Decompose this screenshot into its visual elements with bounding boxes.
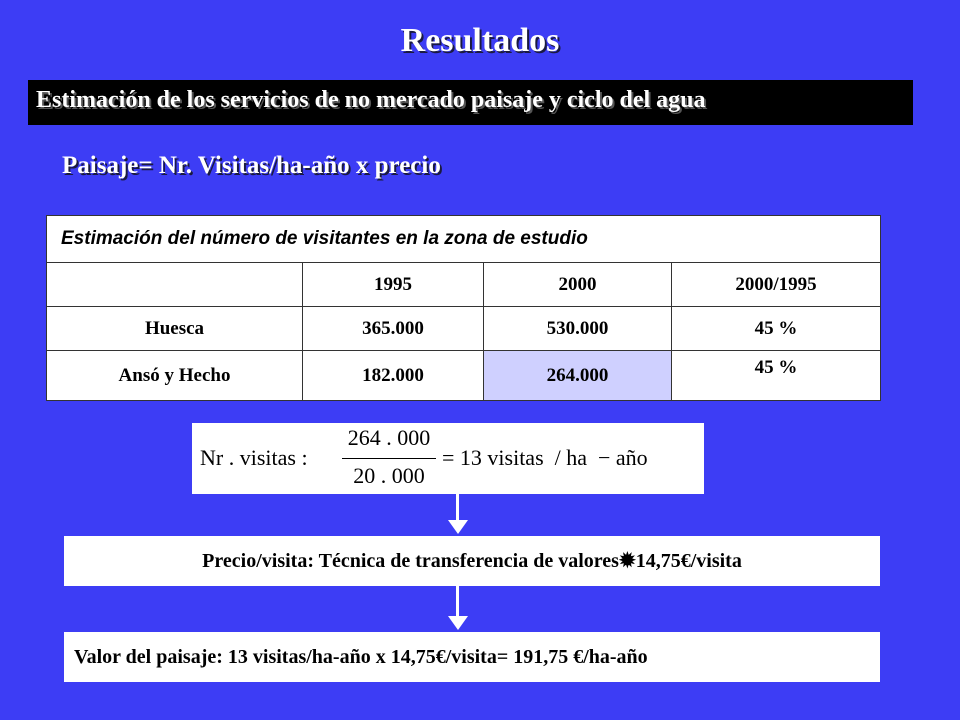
cell-ratio: 45 % xyxy=(672,307,881,351)
gear-bullet-icon: ✹ xyxy=(618,550,636,572)
arrow-shaft xyxy=(456,586,459,616)
equation-numerator: 264 . 000 xyxy=(347,425,431,450)
header-cell-1995: 1995 xyxy=(303,263,484,307)
cell-ratio: 45 % xyxy=(672,351,881,401)
header-cell-empty xyxy=(47,263,303,307)
table-header-row xyxy=(47,263,881,307)
formula-heading: Paisaje= Nr. Visitas/ha-año x precio xyxy=(62,152,441,179)
arrow-down-icon xyxy=(448,616,468,630)
price-value: 14,75€/visita xyxy=(635,550,742,572)
table-caption: Estimación del número de visitantes en la zona de estudio xyxy=(47,216,881,263)
equation-rhs: = 13 visitas / ha − año xyxy=(442,445,648,470)
price-box xyxy=(64,536,880,586)
table-caption-row xyxy=(47,216,881,263)
slide-title: Resultados xyxy=(400,22,560,59)
equation-lhs: Nr . visitas : xyxy=(200,445,308,470)
row-label: Huesca xyxy=(47,307,303,351)
table-row xyxy=(47,351,881,401)
equation-denominator: 20 . 000 xyxy=(353,463,425,488)
cell-1995: 182.000 xyxy=(303,351,484,401)
section-banner xyxy=(28,80,913,125)
arrow-down-icon xyxy=(448,520,468,534)
fraction-bar xyxy=(342,458,436,459)
header-cell-ratio: 2000/1995 xyxy=(672,263,881,307)
value-text: Valor del paisaje: 13 visitas/ha-año x 14,75€/visita= 191,75 €/ha-año xyxy=(74,646,648,668)
arrow-shaft xyxy=(456,494,459,520)
visits-equation-box xyxy=(192,423,704,494)
cell-2000-highlighted: 264.000 xyxy=(484,351,672,401)
row-label: Ansó y Hecho xyxy=(47,351,303,401)
visitors-table xyxy=(46,215,881,401)
cell-2000: 530.000 xyxy=(484,307,672,351)
value-box xyxy=(64,632,880,682)
header-cell-2000: 2000 xyxy=(484,263,672,307)
banner-text: Estimación de los servicios de no mercado paisaje y ciclo del agua xyxy=(36,87,706,113)
price-text: Precio/visita: Técnica de transferencia de valores xyxy=(202,550,619,572)
table-row xyxy=(47,307,881,351)
cell-1995: 365.000 xyxy=(303,307,484,351)
